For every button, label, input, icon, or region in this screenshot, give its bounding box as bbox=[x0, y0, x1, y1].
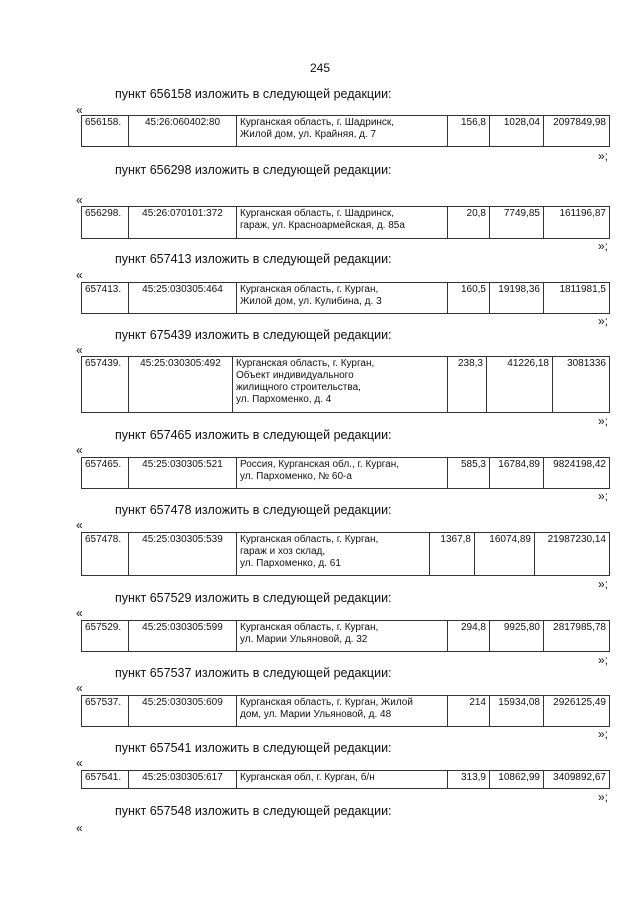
unit-value-cell: 1028,04 bbox=[490, 116, 544, 147]
address-line: ул. Пархоменко, № 60-а bbox=[240, 471, 352, 482]
address-cell bbox=[237, 458, 448, 489]
property-table bbox=[81, 457, 610, 489]
cadastral-value-cell: 2926125,49 bbox=[544, 696, 610, 727]
cadastral-value-cell: 3409892,67 bbox=[544, 771, 610, 789]
open-quote: « bbox=[76, 821, 83, 835]
address-cell bbox=[237, 207, 448, 239]
property-table bbox=[81, 695, 610, 727]
address-line: Курганская обл, г. Курган, б/н bbox=[240, 772, 375, 783]
table-row bbox=[82, 458, 610, 489]
table-row bbox=[82, 357, 610, 413]
cadastral-value-cell: 1811981,5 bbox=[544, 283, 610, 314]
address-line: Курганская область, г. Курган, bbox=[240, 534, 379, 545]
cadastral-number-cell: 45:25:030305:539 bbox=[129, 533, 237, 576]
open-quote: « bbox=[76, 193, 83, 207]
property-table bbox=[81, 282, 610, 314]
amendment-heading: пункт 656298 изложить в следующей редакции: bbox=[115, 163, 392, 177]
property-table bbox=[81, 356, 610, 413]
open-quote: « bbox=[76, 681, 83, 695]
item-number-cell: 656158. bbox=[82, 116, 129, 147]
amendment-heading: пункт 657537 изложить в следующей редакции: bbox=[115, 666, 392, 680]
address-line: Россия, Курганская обл., г. Курган, bbox=[240, 459, 400, 470]
address-cell bbox=[237, 696, 448, 727]
item-number-cell: 657413. bbox=[82, 283, 129, 314]
address-cell bbox=[237, 116, 448, 147]
cadastral-number-cell: 45:26:060402:80 bbox=[129, 116, 237, 147]
area-cell: 238,3 bbox=[448, 357, 487, 413]
address-line: ул. Марии Ульяновой, д. 32 bbox=[240, 634, 368, 645]
property-table bbox=[81, 206, 610, 239]
table-row bbox=[82, 771, 610, 789]
open-quote: « bbox=[76, 103, 83, 117]
item-number-cell: 657537. bbox=[82, 696, 129, 727]
amendment-heading: пункт 656158 изложить в следующей редакции: bbox=[115, 87, 392, 101]
address-line: Жилой дом, ул. Крайняя, д. 7 bbox=[240, 129, 377, 140]
open-quote: « bbox=[76, 518, 83, 532]
address-line: ул. Пархоменко, д. 4 bbox=[236, 394, 332, 405]
cadastral-number-cell: 45:26:070101:372 bbox=[129, 207, 237, 239]
area-cell: 160,5 bbox=[448, 283, 490, 314]
address-line: жилищного строительства, bbox=[236, 382, 361, 393]
item-number-cell: 657439. bbox=[82, 357, 129, 413]
address-cell bbox=[237, 533, 430, 576]
cadastral-value-cell: 161196,87 bbox=[544, 207, 610, 239]
property-table bbox=[81, 620, 610, 652]
property-table bbox=[81, 532, 610, 576]
cadastral-number-cell: 45:25:030305:464 bbox=[129, 283, 237, 314]
close-quote: »; bbox=[598, 653, 609, 667]
property-table bbox=[81, 770, 610, 789]
item-number-cell: 657465. bbox=[82, 458, 129, 489]
close-quote: »; bbox=[598, 489, 609, 503]
amendment-heading: пункт 657413 изложить в следующей редакции: bbox=[115, 252, 392, 266]
table-row bbox=[82, 533, 610, 576]
table-row bbox=[82, 696, 610, 727]
close-quote: »; bbox=[598, 727, 609, 741]
unit-value-cell: 19198,36 bbox=[490, 283, 544, 314]
open-quote: « bbox=[76, 343, 83, 357]
unit-value-cell: 15934,08 bbox=[490, 696, 544, 727]
address-line: гараж и хоз склад, bbox=[240, 546, 326, 557]
address-line: гараж, ул. Красноармейская, д. 85а bbox=[240, 220, 405, 231]
unit-value-cell: 10862,99 bbox=[490, 771, 544, 789]
address-line: Объект индивидуального bbox=[236, 370, 354, 381]
address-line: Курганская область, г. Шадринск, bbox=[240, 117, 395, 128]
address-line: ул. Пархоменко, д. 61 bbox=[240, 558, 341, 569]
open-quote: « bbox=[76, 756, 83, 770]
cadastral-value-cell: 9824198,42 bbox=[544, 458, 610, 489]
table-row bbox=[82, 207, 610, 239]
cadastral-number-cell: 45:25:030305:617 bbox=[129, 771, 237, 789]
amendment-heading: пункт 675439 изложить в следующей редакции: bbox=[115, 328, 392, 342]
address-line: Курганская область, г. Курган, bbox=[236, 358, 375, 369]
table-row bbox=[82, 116, 610, 147]
cadastral-value-cell: 3081336 bbox=[553, 357, 610, 413]
amendment-heading: пункт 657529 изложить в следующей редакции: bbox=[115, 591, 392, 605]
item-number-cell: 657541. bbox=[82, 771, 129, 789]
close-quote: »; bbox=[598, 414, 609, 428]
area-cell: 294,8 bbox=[448, 621, 490, 652]
close-quote: »; bbox=[598, 314, 609, 328]
address-cell bbox=[233, 357, 448, 413]
close-quote: »; bbox=[598, 790, 609, 804]
area-cell: 20,8 bbox=[448, 207, 490, 239]
address-line: Курганская область, г. Шадринск, bbox=[240, 208, 395, 219]
unit-value-cell: 16074,89 bbox=[475, 533, 535, 576]
area-cell: 214 bbox=[448, 696, 490, 727]
amendment-heading: пункт 657465 изложить в следующей редакции: bbox=[115, 428, 392, 442]
page-number: 245 bbox=[309, 61, 331, 75]
unit-value-cell: 7749,85 bbox=[490, 207, 544, 239]
unit-value-cell: 41226,18 bbox=[487, 357, 553, 413]
cadastral-value-cell: 21987230,14 bbox=[535, 533, 610, 576]
cadastral-number-cell: 45:25:030305:492 bbox=[129, 357, 233, 413]
unit-value-cell: 16784,89 bbox=[490, 458, 544, 489]
area-cell: 156,8 bbox=[448, 116, 490, 147]
unit-value-cell: 9925,80 bbox=[490, 621, 544, 652]
area-cell: 585,3 bbox=[448, 458, 490, 489]
table-row bbox=[82, 283, 610, 314]
close-quote: »; bbox=[598, 577, 609, 591]
item-number-cell: 657529. bbox=[82, 621, 129, 652]
address-line: Курганская область, г. Курган, bbox=[240, 284, 379, 295]
close-quote: »; bbox=[598, 239, 609, 253]
cadastral-value-cell: 2817985,78 bbox=[544, 621, 610, 652]
address-line: дом, ул. Марии Ульяновой, д. 48 bbox=[240, 709, 392, 720]
amendment-heading: пункт 657541 изложить в следующей редакции: bbox=[115, 741, 392, 755]
address-cell bbox=[237, 771, 448, 789]
open-quote: « bbox=[76, 443, 83, 457]
item-number-cell: 657478. bbox=[82, 533, 129, 576]
address-line: Курганская область, г. Курган, Жилой bbox=[240, 697, 413, 708]
property-table bbox=[81, 115, 610, 147]
address-line: Жилой дом, ул. Кулибина, д. 3 bbox=[240, 296, 382, 307]
cadastral-number-cell: 45:25:030305:609 bbox=[129, 696, 237, 727]
address-cell bbox=[237, 283, 448, 314]
close-quote: »; bbox=[598, 149, 609, 163]
area-cell: 313,9 bbox=[448, 771, 490, 789]
cadastral-value-cell: 2097849,98 bbox=[544, 116, 610, 147]
cadastral-number-cell: 45:25:030305:521 bbox=[129, 458, 237, 489]
item-number-cell: 656298. bbox=[82, 207, 129, 239]
address-cell bbox=[237, 621, 448, 652]
amendment-heading: пункт 657478 изложить в следующей редакции: bbox=[115, 503, 392, 517]
open-quote: « bbox=[76, 606, 83, 620]
area-cell: 1367,8 bbox=[430, 533, 475, 576]
table-row bbox=[82, 621, 610, 652]
address-line: Курганская область, г. Курган, bbox=[240, 622, 379, 633]
open-quote: « bbox=[76, 268, 83, 282]
amendment-heading: пункт 657548 изложить в следующей редакции: bbox=[115, 804, 392, 818]
cadastral-number-cell: 45:25:030305:599 bbox=[129, 621, 237, 652]
